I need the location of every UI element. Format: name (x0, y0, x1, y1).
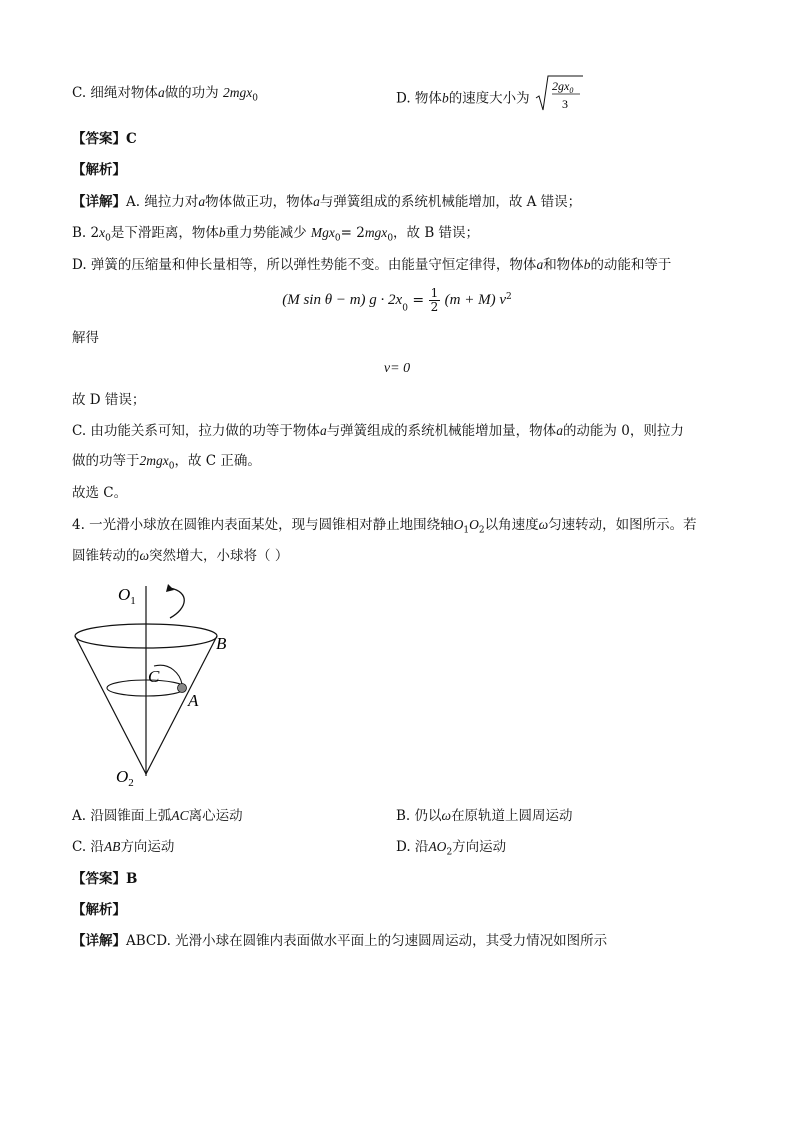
label-o2: $O_2$ (116, 767, 134, 788)
rotation-arrow-icon (170, 588, 184, 618)
label-o1: $O_1$ (118, 585, 136, 607)
option-d: D. 物体b的速度大小为 $2gx_0$ 3 (396, 84, 584, 114)
detail-c-cont: 做的功等于2mgx$_0$，故 C 正确。 (72, 453, 261, 472)
answer-label-2: 【答案】B (72, 871, 138, 887)
detail-b: B. $2x_0$是下滑距离，物体b重力势能减少 Mgx$_0$= 2mgx$_0$，故 B 错误； (72, 225, 480, 244)
label-a: A (188, 691, 199, 710)
choice-b: B. 仍以ω在原轨道上圆周运动 (396, 808, 573, 824)
label-b: B (216, 634, 227, 653)
question-4-line2: 圆锥转动的ω突然增大，小球将（ ） (72, 548, 289, 564)
v-equals-zero: v= 0 (383, 361, 411, 376)
label-c: C (148, 667, 160, 686)
cone-side-left (75, 636, 146, 774)
energy-equation: (M sin θ − m) $g \cdot 2x_0$ = $\frac{1}{2}$ (m + M) $v^2$ (282, 286, 512, 314)
analysis-label-1: 【解析】 (72, 162, 126, 178)
option-c: C. 细绳对物体a做的功为 2mgx$_0$ (72, 85, 258, 104)
ball (178, 684, 187, 693)
choice-c: C. 沿AB方向运动 (72, 839, 175, 855)
sqrt-expression (534, 79, 584, 114)
answer-label-1: 【答案】C (72, 131, 137, 147)
sqrt-numerator: $2gx_0$ (551, 79, 574, 95)
cone-figure (70, 578, 240, 788)
sqrt-denominator: 3 (561, 97, 568, 111)
detail-c: C. 由功能关系可知，拉力做的功等于物体a与弹簧组成的系统机械能增加量，物体a的动能为 0，则拉力 (72, 423, 684, 439)
choose-c: 故选 C。 (72, 485, 128, 501)
choice-d: D. 沿$AO_2$方向运动 (396, 839, 507, 858)
question-4-line1: 4. 一光滑小球放在圆锥内表面某处，现与圆锥相对静止地围绕轴$O_1O_2$以角速度ω匀速转动，如图所示。若 (72, 517, 697, 536)
solve-label: 解得 (72, 330, 99, 346)
detail-4: 【详解】ABCD. 光滑小球在圆锥内表面做水平面上的匀速圆周运动，其受力情况如图所示 (72, 933, 608, 949)
d-wrong: 故 D 错误； (72, 392, 146, 408)
choice-a: A. 沿圆锥面上弧AC离心运动 (72, 808, 243, 824)
analysis-label-2: 【解析】 (72, 902, 126, 918)
detail-d: D. 弹簧的压缩量和伸长量相等，所以弹性势能不变。由能量守恒定律得，物体a和物体b的动能和等于 (72, 257, 672, 273)
detail-a: 【详解】A. 绳拉力对a物体做正功，物体a与弹簧组成的系统机械能增加，故 A 错误； (72, 194, 582, 210)
fraction-half: $\frac{1}{2}$ (430, 286, 439, 314)
cone-side-right (146, 636, 217, 774)
